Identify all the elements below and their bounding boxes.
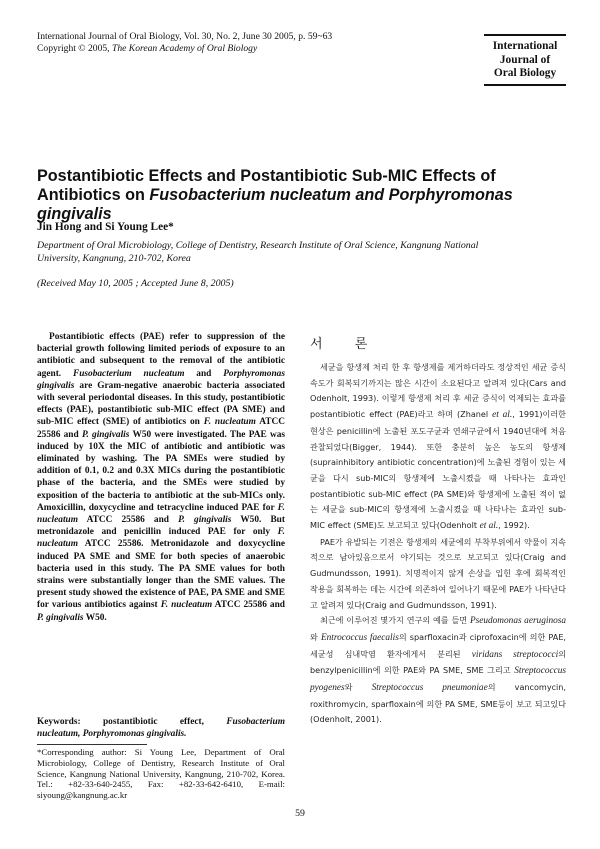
title-line-2: Antibiotics on Fusobacterium nucleatum and Porphyromonas gingivalis bbox=[37, 186, 513, 223]
keywords: Keywords: postantibiotic effect, Fusobacterium nucleatum, Porphyromonas gingivalis. bbox=[37, 717, 285, 740]
copyright-line: Copyright © 2005, The Korean Academy of Oral Biology bbox=[37, 43, 258, 54]
affiliation: Department of Oral Microbiology, College of Dentistry, Research Institute of Oral Science, Kangnung National University, Kangnung, 210-702, Korea bbox=[37, 240, 479, 264]
article-title bbox=[37, 167, 567, 224]
journal-logo-box bbox=[484, 34, 566, 86]
journal-citation: International Journal of Oral Biology, Vol. 30, No. 2, June 30 2005, p. 59~63 bbox=[37, 31, 333, 42]
corresponding-author-footnote: *Corresponding author: Si Young Lee, Department of Oral Microbiology, College of Dentistry, Research Institute of Oral Science, Kangnung National University, Kangnung, 210-702, Korea. Tel.: +82-33-640-2455, Fax: +82-33-642-6410, E-mail: siyoung@kangnung.ac.kr bbox=[37, 747, 285, 801]
logo-line-3: Oral Biology bbox=[493, 67, 557, 79]
introduction-text bbox=[310, 360, 566, 728]
title-line-1: Postantibiotic Effects and Postantibiotic Sub-MIC Effects of bbox=[37, 167, 496, 185]
page-number: 59 bbox=[295, 808, 305, 819]
received-dates: (Received May 10, 2005 ; Accepted June 8, 2005) bbox=[37, 278, 234, 289]
intro-heading: 서 론 bbox=[310, 337, 382, 352]
logo-top-rule bbox=[484, 34, 566, 36]
intro-paragraph-3: 최근에 이루어진 몇가지 연구의 예를 들면 Pseudomonas aeruginosa와 Entrococcus faecalis의 sparfloxacin과 ciprofoxacin에 의한 PAE, 세균성 심내막염 환자에게서 분리된 viridans streptococci의 benzylpenicillin에 의한 PAE와 PA SME, SME 그리고 Streptococcus pyogenes와 Streptococcus pneumoniae의 vancomycin, roxithromycin, sparfloxain에 의한 PA SME, SME등이 보고 되고있다 (Odenholt, 2001). bbox=[310, 615, 567, 725]
footnote-rule bbox=[37, 744, 147, 745]
authors: Jin Hong and Si Young Lee* bbox=[37, 221, 174, 233]
logo-line-1: International bbox=[492, 40, 558, 52]
intro-paragraph-1: 세균을 항생제 처리 한 후 항생제를 제거하더라도 정상적인 세균 증식속도가 회복되기까지는 많은 시간이 소요된다고 알려져 있다(Cars and Odenholt, 1993). 이렇게 항생제 처리 후 세균 증식이 억제되는 효과를 postantibiotic effect (PAE)라고 하며 (Zhanel et al., 1991)이러한 현상은 penicillin에 노출된 포도구균과 연쇄구균에서 1940년대에 처음 관찰되었다(Bigger, 1944). 또한 충분히 높은 농도의 항생제(suprainhibitory antibiotic concentration)에 노출된 경험이 있는 세균을 다시 sub-MIC의 항생제에 노출시켰을 때 나타나는 효과인 postantibiotic sub-MIC effect (PA SME)와 항생제에 노출된 적이 없는 세균을 sub-MIC의 항생제에 노출시켰을 때 나타나는 효과인 sub-MIC effect (SME)도 보고되고 있다(Odenholt et al., 1992). bbox=[310, 362, 566, 532]
abstract: Postantibiotic effects (PAE) refer to suppression of the bacterial growth following limited periods of exposure to an antibiotic and subsequent to the removal of the antibiotic agent. Fusobacterium nucleatum and Porphyromonas gingivalis are Gram-negative anaerobic bacteria associated with several periodontal diseases. In this study, postantibiotic effects (PAE), postantibiotic sub-MIC effect (PA SME) and sub-MIC effect (SME) of antibiotics on F. nucleatum ATCC 25586 and P. gingivalis W50 were investigated. The PAE was induced by 10X the MIC of antibiotic and antibiotic was eliminated by washing. The PA SMEs were studied by addition of 0.1, 0.2 and 0.3X MICs during the postantibiotic phase of the bacteria, and the SMEs were studied by exposition of the bacteria to antibiotic at the sub-MICs only. Amoxicillin, doxycycline and tetracycline induced PAE for F. nucleatum ATCC 25586 and P. gingivalis W50. But metronidazole and penicillin induced PAE for only F. nucleatum ATCC 25586. Metronidazole and doxycycline induced PA SME and SME for both species of anaerobic bacteria used in this study. The PA SME values for both strains were substantially longer than the SME values. The present study showed the existence of PAE, PA SME and SME for various antibiotics against F. nucleatum ATCC 25586 and P. gingivalis W50. bbox=[37, 332, 286, 623]
journal-header bbox=[37, 31, 332, 55]
logo-bottom-rule bbox=[484, 84, 566, 86]
intro-paragraph-2: PAE가 유발되는 기전은 항생제의 세균에의 부착부위에서 약물이 지속적으로 남아있음으로서 야기되는 것으로 보고되고 있다(Craig and Gudmundsson, 1991). 치명적이지 않게 손상을 입힌 후에 회복적인 작용을 회복하는 데는 시간에 의존하여 일어나기 때문에 PAE가 나타난다고 알려져 있다(Craig and Gudmundsson, 1991). bbox=[310, 536, 566, 610]
logo-line-2: Journal of bbox=[499, 53, 551, 66]
